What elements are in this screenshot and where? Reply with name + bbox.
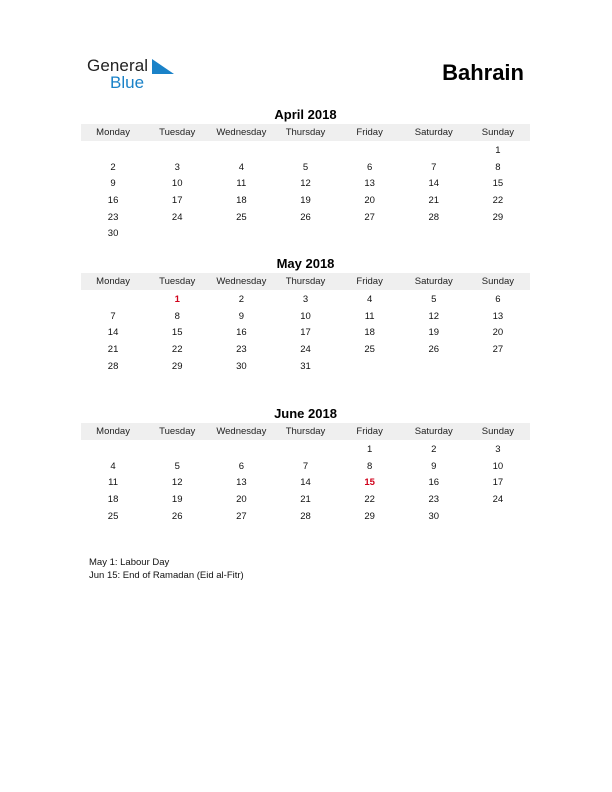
weekday-label: Wednesday: [216, 426, 267, 437]
month-april: [81, 106, 530, 242]
week-row: [81, 209, 530, 226]
day-cell: 4: [238, 161, 244, 173]
week-row: [81, 142, 530, 159]
week-row: [81, 458, 530, 475]
day-cell: 26: [428, 343, 440, 355]
day-cell: 2: [238, 293, 244, 305]
logo-triangle-icon: [152, 59, 176, 75]
day-cell: 1: [366, 443, 373, 455]
day-cell: 22: [364, 493, 375, 505]
day-cell: 21: [107, 343, 119, 355]
day-cell: 18: [364, 327, 375, 339]
logo-text-blue: Blue: [110, 73, 145, 92]
weekday-label: Wednesday: [216, 127, 267, 138]
day-cell: 19: [428, 327, 440, 339]
month-title: April 2018: [274, 107, 337, 122]
day-cell: 24: [300, 343, 311, 355]
week-row: [81, 491, 530, 508]
weekday-label: Thursday: [285, 426, 326, 437]
day-cell: 9: [110, 178, 116, 190]
day-cell: 3: [495, 443, 501, 455]
holiday-day-cell: 15: [364, 477, 375, 489]
day-cell: 23: [107, 211, 119, 223]
weekday-label: Saturday: [414, 276, 453, 287]
day-cell: 12: [428, 310, 440, 322]
weekday-label: Sunday: [481, 426, 515, 437]
day-cell: 8: [495, 161, 501, 173]
day-cell: 8: [174, 310, 180, 322]
day-cell: 9: [431, 460, 437, 472]
weekday-label: Saturday: [414, 127, 453, 138]
week-row: [81, 225, 530, 242]
day-cell: 29: [492, 211, 504, 223]
day-cell: 27: [364, 211, 375, 223]
day-cell: 26: [300, 211, 311, 223]
day-cell: 17: [171, 194, 183, 206]
week-row: [81, 358, 530, 375]
day-cell: 25: [107, 510, 119, 522]
day-cell: 22: [171, 343, 183, 355]
day-cell: 25: [364, 343, 375, 355]
logo: [87, 56, 187, 92]
day-cell: 30: [107, 228, 119, 240]
day-cell: 5: [302, 161, 309, 173]
day-cell: 19: [300, 194, 311, 206]
weekday-label: Sunday: [481, 276, 515, 287]
day-cell: 29: [171, 360, 183, 372]
day-cell: 18: [236, 194, 247, 206]
weekday-header-row: [81, 423, 530, 440]
day-cell: 7: [302, 460, 309, 472]
weekday-label: Thursday: [285, 276, 326, 287]
holiday-note: Jun 15: End of Ramadan (Eid al-Fitr): [89, 570, 244, 581]
day-cell: 10: [171, 178, 183, 190]
weekday-header-row: [81, 273, 530, 290]
day-cell: 5: [174, 460, 180, 472]
weekday-label: Monday: [96, 426, 130, 437]
weekday-label: Friday: [356, 426, 383, 437]
day-cell: 21: [300, 493, 311, 505]
weekday-label: Friday: [356, 127, 383, 138]
day-cell: 16: [428, 477, 440, 489]
weekday-label: Monday: [96, 276, 130, 287]
day-cell: 6: [238, 460, 244, 472]
weekday-label: Wednesday: [216, 276, 267, 287]
weekday-label: Tuesday: [159, 276, 196, 287]
month-june: [81, 405, 530, 524]
week-row: [81, 291, 530, 308]
day-cell: 17: [300, 327, 311, 339]
day-cell: 23: [428, 493, 440, 505]
day-cell: 26: [171, 510, 183, 522]
day-cell: 5: [431, 293, 437, 305]
day-cell: 16: [236, 327, 247, 339]
weekday-label: Saturday: [414, 426, 453, 437]
day-cell: 14: [300, 477, 311, 489]
day-cell: 15: [171, 327, 183, 339]
holiday-day-cell: 1: [174, 293, 180, 305]
weekday-label: Friday: [356, 276, 383, 287]
day-cell: 25: [236, 211, 247, 223]
day-cell: 28: [428, 211, 440, 223]
day-cell: 4: [110, 460, 116, 472]
day-cell: 30: [428, 510, 440, 522]
day-cell: 20: [236, 493, 247, 505]
day-cell: 24: [171, 211, 183, 223]
day-cell: 21: [428, 194, 440, 206]
weekday-label: Tuesday: [159, 426, 196, 437]
day-cell: 12: [300, 178, 311, 190]
day-cell: 29: [364, 510, 375, 522]
month-may: [81, 255, 530, 374]
week-row: [81, 324, 530, 341]
logo-text-general: General: [87, 56, 149, 75]
day-cell: 18: [107, 493, 119, 505]
day-cell: 9: [238, 310, 244, 322]
week-row: [81, 474, 530, 491]
day-cell: 15: [492, 178, 504, 190]
weekday-label: Sunday: [481, 127, 515, 138]
day-cell: 27: [492, 343, 504, 355]
day-cell: 11: [236, 178, 247, 190]
day-cell: 31: [300, 360, 311, 372]
holiday-notes: [89, 556, 244, 582]
week-row: [81, 175, 530, 192]
day-cell: 28: [107, 360, 119, 372]
day-cell: 7: [431, 161, 437, 173]
weekday-label: Thursday: [285, 127, 326, 138]
day-cell: 2: [431, 443, 437, 455]
day-cell: 13: [492, 310, 504, 322]
day-cell: 14: [107, 327, 119, 339]
day-cell: 19: [171, 493, 183, 505]
holiday-note: May 1: Labour Day: [89, 557, 170, 568]
day-cell: 24: [492, 493, 504, 505]
week-row: [81, 508, 530, 525]
weekday-label: Tuesday: [159, 127, 196, 138]
day-cell: 3: [174, 161, 180, 173]
day-cell: 20: [492, 327, 504, 339]
week-row: [81, 308, 530, 325]
day-cell: 20: [364, 194, 375, 206]
day-cell: 11: [364, 310, 375, 322]
day-cell: 8: [366, 460, 373, 472]
week-row: [81, 192, 530, 209]
day-cell: 6: [495, 293, 501, 305]
day-cell: 17: [492, 477, 504, 489]
day-cell: 28: [300, 510, 311, 522]
day-cell: 12: [171, 477, 183, 489]
month-title: June 2018: [274, 406, 337, 421]
day-cell: 13: [236, 477, 247, 489]
week-row: [81, 159, 530, 176]
day-cell: 27: [236, 510, 247, 522]
country-title: Bahrain: [442, 60, 524, 85]
day-cell: 14: [428, 178, 440, 190]
weekday-header-row: [81, 124, 530, 141]
month-title: May 2018: [276, 256, 335, 271]
day-cell: 10: [300, 310, 311, 322]
day-cell: 2: [110, 161, 116, 173]
day-cell: 13: [364, 178, 375, 190]
day-cell: 3: [302, 293, 309, 305]
day-cell: 10: [492, 460, 504, 472]
week-row: [81, 441, 530, 458]
day-cell: 11: [108, 477, 118, 489]
day-cell: 23: [236, 343, 247, 355]
weekday-label: Monday: [96, 127, 130, 138]
day-cell: 30: [236, 360, 247, 372]
day-cell: 6: [366, 161, 373, 173]
week-row: [81, 341, 530, 358]
day-cell: 1: [495, 144, 501, 156]
day-cell: 4: [366, 293, 373, 305]
day-cell: 16: [107, 194, 119, 206]
day-cell: 7: [110, 310, 116, 322]
day-cell: 22: [492, 194, 504, 206]
